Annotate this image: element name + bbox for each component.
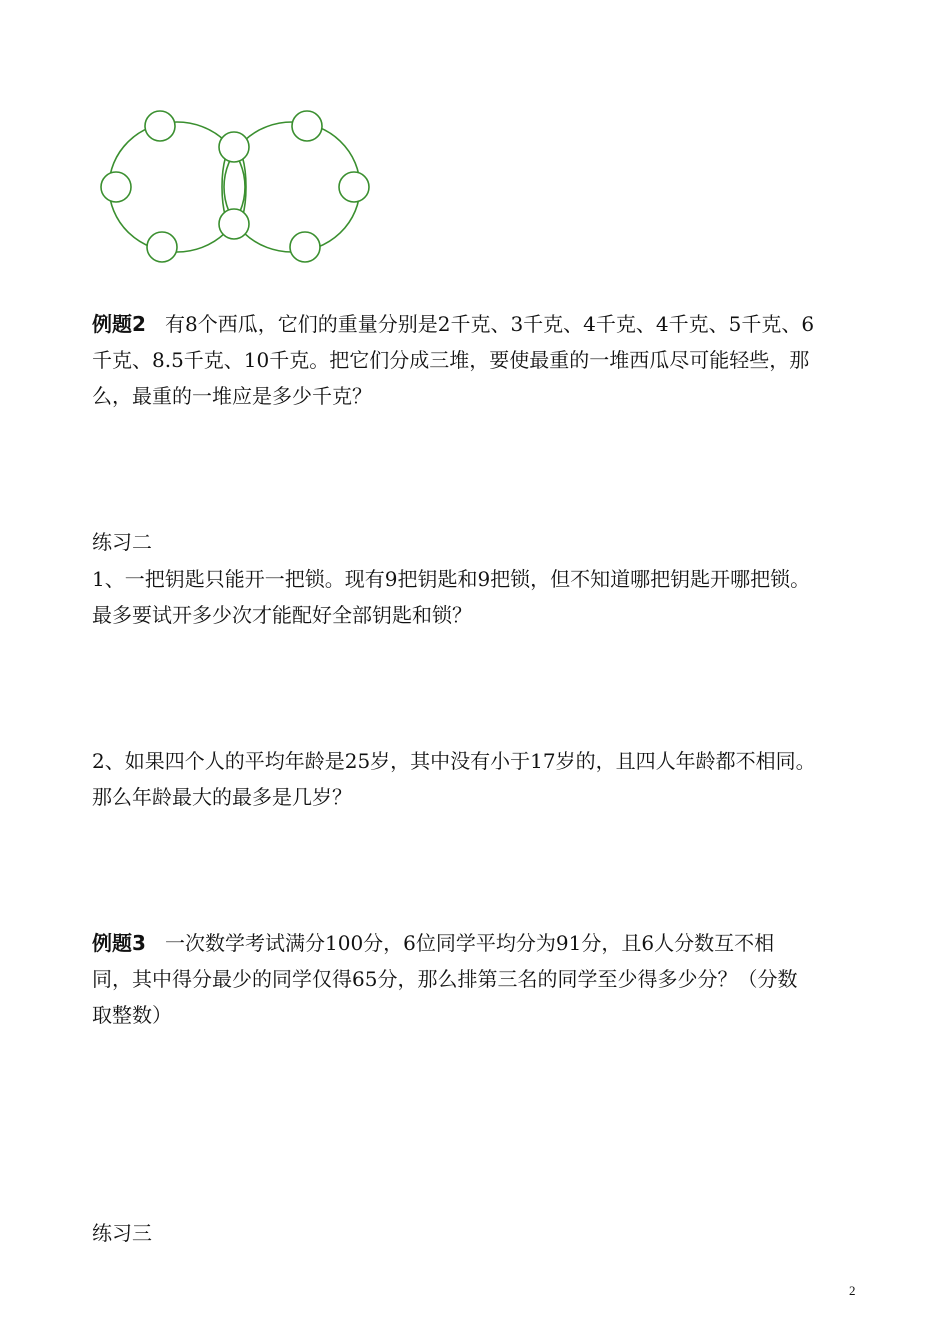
node-center-bottom: [219, 209, 249, 239]
example3-line-3: 取整数）: [92, 1003, 172, 1027]
example3-paragraph: [92, 925, 882, 1033]
example3-line-2: 同，其中得分最少的同学仅得65分，那么排第三名的同学至少得多少分？（分数: [92, 967, 798, 991]
example3-line-1: [92, 925, 882, 961]
practice2-question-2: [92, 743, 882, 815]
practice2-q1-line-1: 1、一把钥匙只能开一把锁。现有9把钥匙和9把锁，但不知道哪把钥匙开哪把锁。: [92, 567, 811, 591]
example2-line-3: 么，最重的一堆应是多少千克？: [92, 384, 372, 408]
node-left-top: [145, 111, 175, 141]
example3-label: 例题3: [92, 931, 146, 955]
practice2-title: 练习二: [92, 530, 152, 554]
example2-line-1: [92, 306, 882, 342]
practice2-q2-line-1: 2、如果四个人的平均年龄是25岁，其中没有小于17岁的，且四人年龄都不相同。: [92, 749, 816, 773]
example3-text-1: 一次数学考试满分100分，6位同学平均分为91分，且6人分数互不相: [165, 931, 775, 955]
ring-diagram: [92, 100, 382, 275]
node-left-bottom: [147, 232, 177, 262]
node-right-bottom: [290, 232, 320, 262]
example2-text-1: 有8个西瓜，它们的重量分别是2千克、3千克、4千克、4千克、5千克、6: [165, 312, 815, 336]
node-right-mid: [339, 172, 369, 202]
example2-line-2: 千克、8.5千克、10千克。把它们分成三堆，要使最重的一堆西瓜尽可能轻些，那: [92, 348, 810, 372]
node-left-mid: [101, 172, 131, 202]
practice3-title: 练习三: [92, 1221, 152, 1245]
example2-label: 例题2: [92, 312, 146, 336]
practice2-question-1: [92, 561, 882, 633]
practice2-q1-line-2: 最多要试开多少次才能配好全部钥匙和锁？: [92, 603, 472, 627]
example2-paragraph: [92, 306, 882, 414]
node-center-top: [219, 132, 249, 162]
practice2-q2-line-2: 那么年龄最大的最多是几岁？: [92, 785, 352, 809]
page-number: 2: [849, 1283, 856, 1298]
node-right-top: [292, 111, 322, 141]
